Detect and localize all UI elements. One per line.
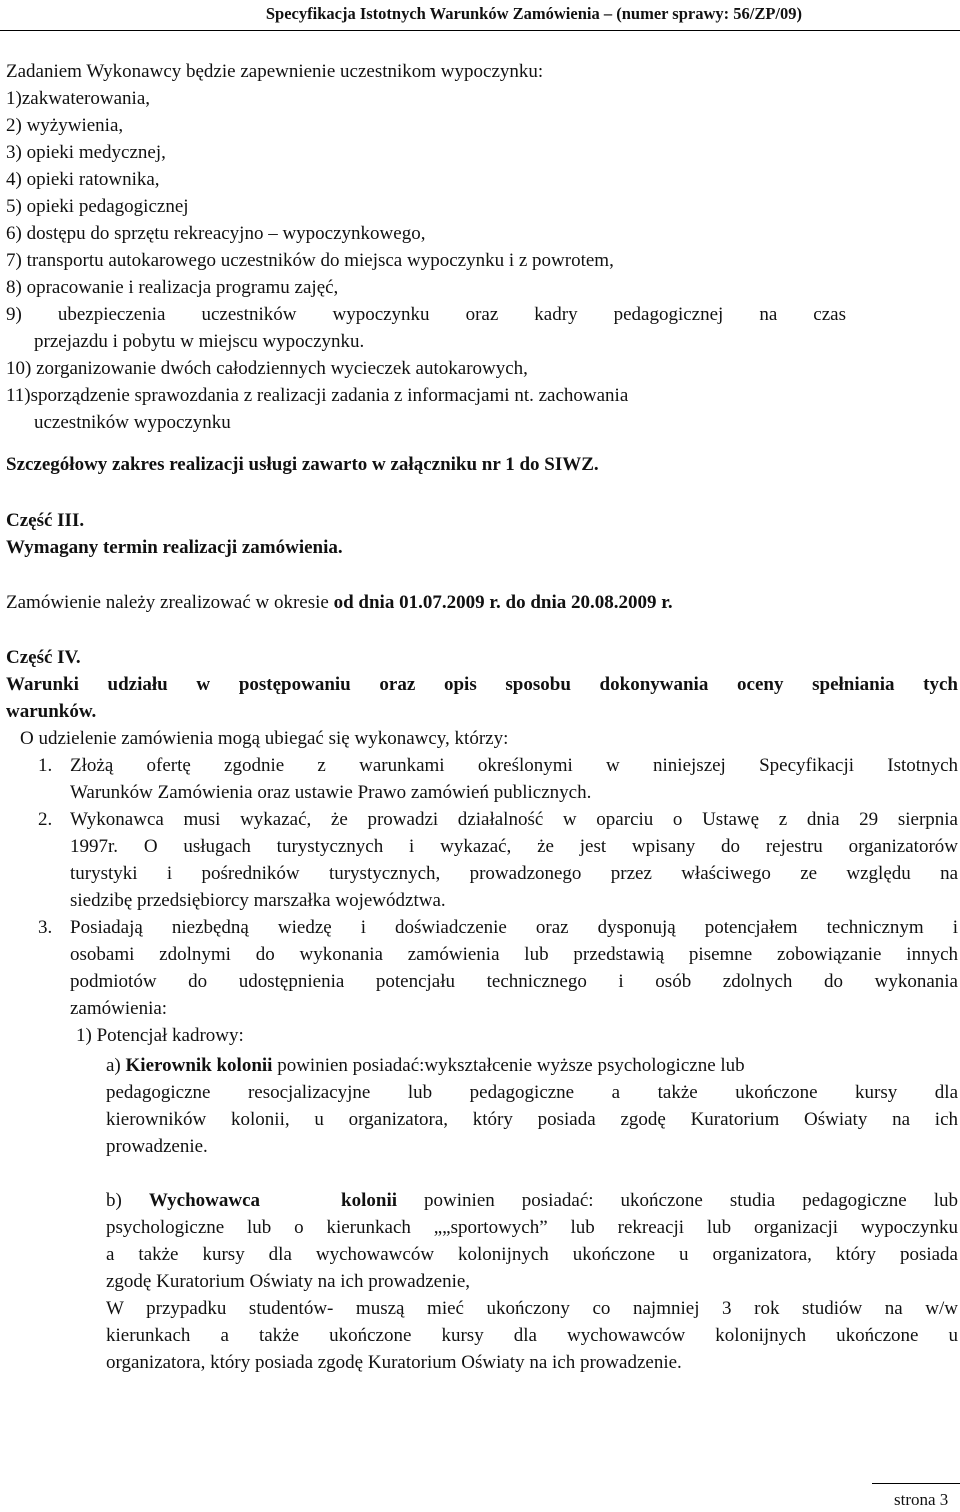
- requirement-b-role: Wychowawca kolonii: [148, 1190, 398, 1211]
- condition-text: Złożą ofertę zgodnie z warunkami określonymi w niniejszej Specyfikacji Istotnych: [70, 755, 958, 776]
- requirement-b-line: W przypadku studentów- muszą mieć ukończony co najmniej 3 rok studiów na w/w: [106, 1298, 958, 1319]
- condition-text: Posiadają niezbędną wiedzę i doświadczenie oraz dysponują potencjałem technicznym i: [70, 917, 958, 938]
- condition-text: siedzibę przedsiębiorcy marszałka województwa.: [70, 890, 446, 911]
- requirement-a-line: pedagogiczne resocjalizacyjne lub pedagogiczne a także ukończone kursy dla: [106, 1082, 958, 1103]
- part3-text: [6, 592, 673, 614]
- part4-intro: O udzielenie zamówienia mogą ubiegać się wykonawcy, którzy:: [20, 728, 509, 749]
- task-item: 2) wyżywienia,: [6, 115, 124, 136]
- part3-text-prefix: Zamówienie należy zrealizować w okresie: [6, 592, 334, 613]
- task-item: przejazdu i pobytu w miejscu wypoczynku.: [34, 331, 365, 352]
- page-number: strona 3: [894, 1490, 949, 1509]
- requirement-b-line: zgodę Kuratorium Oświaty na ich prowadzenie,: [106, 1271, 471, 1292]
- part3-date-range: od dnia 01.07.2009 r. do dnia 20.08.2009 r.: [333, 592, 673, 613]
- requirement-b-line: a także kursy dla wychowawców kolonijnych ukończone u organizatora, który posiada: [106, 1244, 958, 1265]
- condition-text: osobami zdolnymi do wykonania zamówienia lub przedstawią pisemne zobowiązanie innych: [70, 944, 958, 965]
- requirement-b-line: organizatora, który posiada zgodę Kuratorium Oświaty na ich prowadzenie.: [106, 1352, 682, 1373]
- condition-text: 1997r. O usługach turystycznych i wykazać, że jest wpisany do rejestru organizatorów: [70, 836, 958, 857]
- requirement-a-text: powinien posiadać:wykształcenie wyższe psychologiczne lub: [272, 1055, 745, 1076]
- condition-number: 2.: [38, 809, 53, 830]
- requirement-b-label: b): [106, 1190, 149, 1211]
- requirement-b-text: powinien posiadać: ukończone studia pedagogiczne lub: [397, 1190, 958, 1211]
- scope-note: Szczegółowy zakres realizacji usługi zawarto w załączniku nr 1 do SIWZ.: [6, 454, 599, 475]
- requirement-a-label: a): [106, 1055, 126, 1076]
- task-item: 10) zorganizowanie dwóch całodziennych wycieczek autokarowych,: [6, 358, 528, 379]
- task-item: 9) ubezpieczenia uczestników wypoczynku oraz kadry pedagogicznej na czas: [6, 304, 846, 325]
- task-item: 8) opracowanie i realizacja programu zajęć,: [6, 277, 339, 298]
- part4-title: Warunki udziału w postępowaniu oraz opis sposobu dokonywania oceny spełniania tych: [6, 674, 958, 695]
- task-item: uczestników wypoczynku: [34, 412, 231, 433]
- requirement-b-line: psychologiczne lub o kierunkach „„sportowych” lub rekreacji lub organizacji wypoczynku: [106, 1217, 958, 1238]
- requirement-a-line: kierowników kolonii, u organizatora, który posiada zgodę Kuratorium Oświaty na ich: [106, 1109, 958, 1130]
- requirement-b-line: kierunkach a także ukończone kursy dla wychowawców kolonijnych ukończone u: [106, 1325, 958, 1346]
- condition-text: Warunków Zamówienia oraz ustawie Prawo zamówień publicznych.: [70, 782, 592, 803]
- condition-text: podmiotów do udostępnienia potencjału technicznego i osób zdolnych do wykonania: [70, 971, 958, 992]
- page-header: Specyfikacja Istotnych Warunków Zamówienia – (numer sprawy: 56/ZP/09): [265, 4, 802, 23]
- part3-heading: Część III.: [6, 510, 85, 531]
- requirement-a-line: prowadzenie.: [106, 1136, 208, 1157]
- task-item: 4) opieki ratownika,: [6, 169, 160, 190]
- task-item: 5) opieki pedagogicznej: [6, 196, 189, 217]
- task-item: 7) transportu autokarowego uczestników do miejsca wypoczynku i z powrotem,: [6, 250, 614, 271]
- condition-text: zamówienia:: [70, 998, 168, 1019]
- intro-text: Zadaniem Wykonawcy będzie zapewnienie uczestnikom wypoczynku:: [6, 61, 544, 82]
- requirement-a-role: Kierownik kolonii: [125, 1055, 273, 1076]
- requirement-a-lead: [106, 1055, 745, 1077]
- task-item: 6) dostępu do sprzętu rekreacyjno – wypoczynkowego,: [6, 223, 426, 244]
- staff-heading: 1) Potencjał kadrowy:: [76, 1025, 244, 1046]
- header-divider: [0, 30, 960, 31]
- task-item: 11)sporządzenie sprawozdania z realizacji zadania z informacjami nt. zachowania: [6, 385, 629, 406]
- task-item: 1)zakwaterowania,: [6, 88, 151, 109]
- condition-text: Wykonawca musi wykazać, że prowadzi działalność w oparciu o Ustawę z dnia 29 sierpnia: [70, 809, 958, 830]
- task-item: 3) opieki medycznej,: [6, 142, 166, 163]
- footer-divider: [872, 1483, 960, 1484]
- part3-title: Wymagany termin realizacji zamówienia.: [6, 537, 343, 558]
- part4-title-cont: warunków.: [6, 701, 97, 722]
- condition-number: 1.: [38, 755, 53, 776]
- requirement-b-lead: [106, 1190, 958, 1212]
- condition-number: 3.: [38, 917, 53, 938]
- part4-heading: Część IV.: [6, 647, 81, 668]
- condition-text: turystyki i pośredników turystycznych, prowadzonego przez właściwego ze względu na: [70, 863, 958, 884]
